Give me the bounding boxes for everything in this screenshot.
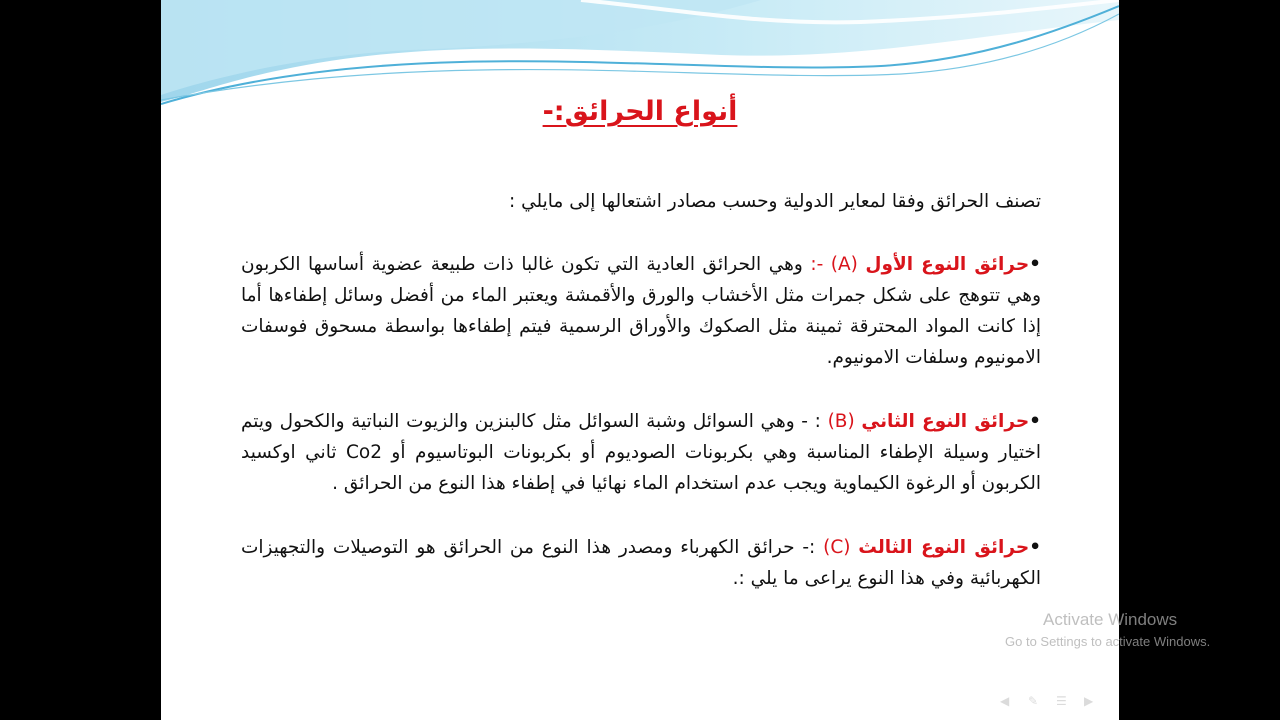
section-code: (B) [827, 411, 855, 432]
section-heading: حرائق النوع الثاني [861, 411, 1030, 432]
slide-title: أنواع الحرائق:- [542, 96, 738, 127]
section-heading: حرائق النوع الثالث [858, 537, 1030, 558]
section-code: (A) -: [810, 254, 858, 275]
section-body: وهي الحرائق العادية التي تكون غالبا ذات طبيعة عضوية أساسها الكربون وهي تتوهج على شكل جمرات مثل الأخشاب والورق والأقمشة ويعتبر الماء من أفضل وسائل إطفاءها أما إذا كانت المواد المحترقة ثمينة مثل الصكوك والأوراق الرسمية فيتم إطفاءها بواسطة مسحوق فوسفات الامونيوم وسلفات الامونيوم. [241, 254, 1041, 368]
menu-icon[interactable]: ☰ [1056, 694, 1067, 708]
pen-icon[interactable]: ✎ [1028, 694, 1039, 708]
section-type-b [241, 406, 1041, 499]
bullet-icon: • [1029, 411, 1041, 432]
slide [161, 0, 1119, 720]
slideshow-nav [1000, 694, 1100, 706]
slide-content [241, 186, 1041, 627]
bullet-icon: • [1029, 254, 1041, 275]
section-heading: حرائق النوع الأول [865, 254, 1030, 275]
prev-slide-icon[interactable]: ◀ [1000, 694, 1010, 708]
section-code: (C) [823, 537, 851, 558]
watermark-line-2: Go to Settings to activate Windows. [1005, 634, 1211, 649]
section-type-a [241, 249, 1041, 373]
section-body: : - وهي السوائل وشبة السوائل مثل كالبنزين والزيوت النباتية والكحول ويتم اختيار وسيلة الإطفاء المناسبة وهي بكربونات الصوديوم أو بكربونات البوتاسيوم أو Co2 ثاني اوكسيد الكربون أو الرغوة الكيماوية ويجب عدم استخدام الماء نهائيا في إطفاء هذا النوع من الحرائق . [241, 411, 1041, 494]
watermark-line-1: Activate Windows [1043, 610, 1178, 629]
activate-windows-watermark [1005, 610, 1210, 649]
bullet-icon: • [1029, 537, 1042, 558]
next-slide-icon[interactable]: ▶ [1084, 694, 1094, 708]
section-body: :- حرائق الكهرباء ومصدر هذا النوع من الحرائق هو التوصيلات والتجهيزات الكهربائية وفي هذا النوع يراعى ما يلي :. [241, 537, 1041, 589]
section-type-c [241, 532, 1041, 594]
intro-text: تصنف الحرائق وفقا لمعاير الدولية وحسب مصادر اشتعالها إلى مايلي : [508, 191, 1041, 212]
